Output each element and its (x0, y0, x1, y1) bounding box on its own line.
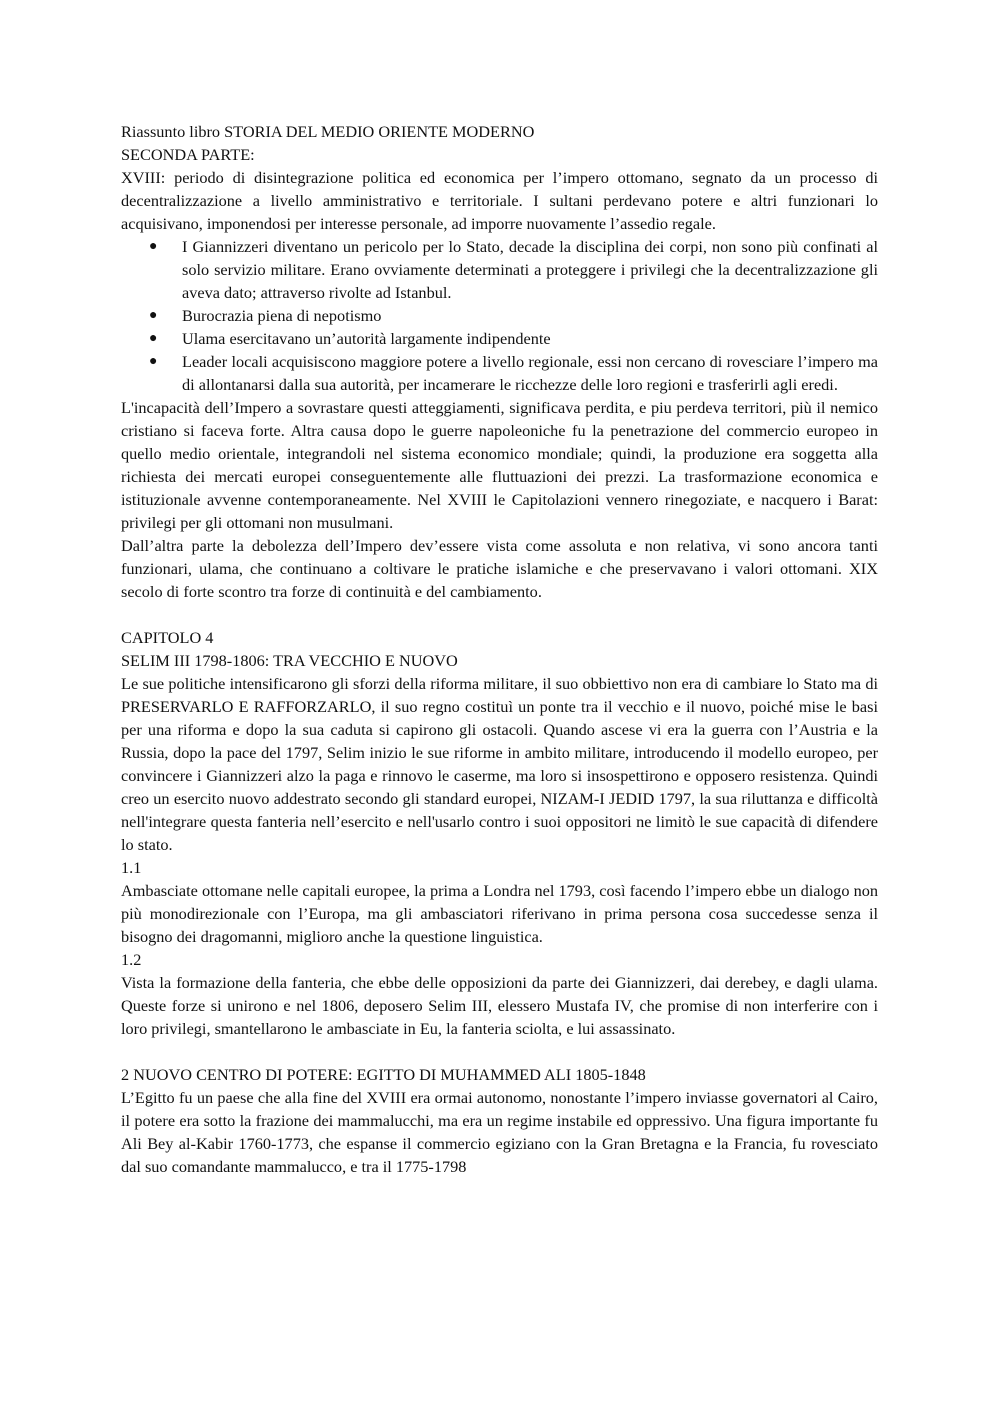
chapter-subheading: SELIM III 1798-1806: TRA VECCHIO E NUOVO (121, 651, 458, 670)
blank-line (121, 603, 878, 626)
blank-line (121, 1040, 878, 1063)
bullet-list (121, 235, 878, 396)
list-item (121, 235, 878, 304)
part-heading: SECONDA PARTE: (121, 145, 255, 164)
bullet-icon: ● (149, 239, 158, 254)
list-item (121, 327, 878, 350)
paragraph-selim: Le sue politiche intensificarono gli sforzi della riforma militare, il suo obbiettivo non era di cambiare lo Stato ma di PRESERVARLO E RAFFORZARLO, il suo regno costituì un ponte tra il vecchio e il nuovo, poiché mise le basi per una riforma e dopo la sua caduta si capirono gli ostacoli. Quando ascese vi era la guerra con l’Austria e la Russia, dopo la pace del 1797, Selim inizio le sue riforme in ambito militare, introducendo il modello europeo, per convincere i Giannizzeri alzo la paga e rinnovo le caserme, ma loro si insospettirono e opposero resistenza. Quindi creo un esercito nuovo addestrato secondo gli standard europei, NIZAM-I JEDID 1797, la sua riluttanza e difficoltà nell'integrare questa fanteria nell’esercito e nell'usarlo contro i suoi oppositori ne limitò le sue capacità di difendere lo stato. (121, 674, 878, 854)
paragraph-section-1-1: Ambasciate ottomane nelle capitali europee, la prima a Londra nel 1793, così facendo l’impero ebbe un dialogo non più monodirezionale con l’Europa, ma gli ambasciatori riferivano in prima persona cosa succedesse senza il bisogno dei dragomanni, miglioro anche la questione linguistica. (121, 881, 878, 946)
list-item-text: Leader locali acquisiscono maggiore potere a livello regionale, essi non cercano di rovesciare l’impero ma di allontanarsi dalla sua autorità, per incamerare le ricchezze delle loro regioni e trasferirli agli eredi. (182, 352, 878, 394)
paragraph-incapacita: L'incapacità dell’Impero a sovrastare questi atteggiamenti, significava perdita, e piu perdeva territori, più il nemico cristiano si faceva forte. Altra causa dopo le guerre napoleoniche fu la penetrazione del commercio europeo in quello medio orientale, integrandoli nel sistema economico mondiale; quindi, la produzione era soggetta alla richiesta dei mercati europei conseguentemente alle fluttuazioni dei prezzi. La trasformazione economica e istituzionale avvenne contemporaneamente. Nel XVIII le Capitolazioni vennero rinegoziate, e nacquero i Barat: privilegi per gli ottomani non musulmani. (121, 398, 878, 532)
section-label-1-2: 1.2 (121, 950, 142, 969)
paragraph-debolezza: Dall’altra parte la debolezza dell’Impero dev’essere vista come assoluta e non relativa, vi sono ancora tanti funzionari, ulama, che continuano a coltivare le pratiche islamiche e che preservavano i valori ottomani. XIX secolo di forte scontro tra forze di continuità e del cambiamento. (121, 536, 878, 601)
paragraph-section-1-2: Vista la formazione della fanteria, che ebbe delle opposizioni da parte dei Giannizzeri, dai derebey, e dagli ulama. Queste forze si unirono e nel 1806, deposero Selim III, elessero Mustafa IV, che promise di non interferire con i loro privilegi, smantellarono le ambasciate in Eu, la fanteria sciolta, e lui assassinato. (121, 973, 878, 1038)
chapter-heading: CAPITOLO 4 (121, 628, 214, 647)
bullet-icon: ● (149, 354, 158, 369)
list-item-text: Ulama esercitavano un’autorità largamente indipendente (182, 329, 551, 348)
bullet-icon: ● (149, 308, 158, 323)
paragraph-section-2: L’Egitto fu un paese che alla fine del XVIII era ormai autonomo, nonostante l’impero inviasse governatori al Cairo, il potere era sotto la frazione dei mammalucchi, ma era un regime instabile ed oppressivo. Una figura importante fu Ali Bey al-Kabir 1760-1773, che espanse il commercio egiziano con la Gran Bretagna e la Francia, fu rovesciato dal suo comandante mammalucco, e tra il 1775-1798 (121, 1088, 878, 1176)
section-label-1-1: 1.1 (121, 858, 142, 877)
bullet-icon: ● (149, 331, 158, 346)
intro-paragraph: XVIII: periodo di disintegrazione politica ed economica per l’impero ottomano, segnato da un processo di decentralizzazione a livello amministrativo e territoriale. I sultani perdevano potere e altri funzionari lo acquisivano, imponendosi per interesse personale, ad imporre nuovamente l’assedio regale. (121, 168, 878, 233)
list-item-text: Burocrazia piena di nepotismo (182, 306, 382, 325)
list-item (121, 304, 878, 327)
document-page (121, 120, 878, 1178)
document-title: Riassunto libro STORIA DEL MEDIO ORIENTE MODERNO (121, 122, 535, 141)
list-item (121, 350, 878, 396)
section-2-heading: 2 NUOVO CENTRO DI POTERE: EGITTO DI MUHAMMED ALI 1805-1848 (121, 1065, 646, 1084)
list-item-text: I Giannizzeri diventano un pericolo per lo Stato, decade la disciplina dei corpi, non sono più confinati al solo servizio militare. Erano ovviamente determinati a proteggere i privilegi che la decentralizzazione gli aveva dato; attraverso rivolte ad Istanbul. (182, 237, 878, 302)
